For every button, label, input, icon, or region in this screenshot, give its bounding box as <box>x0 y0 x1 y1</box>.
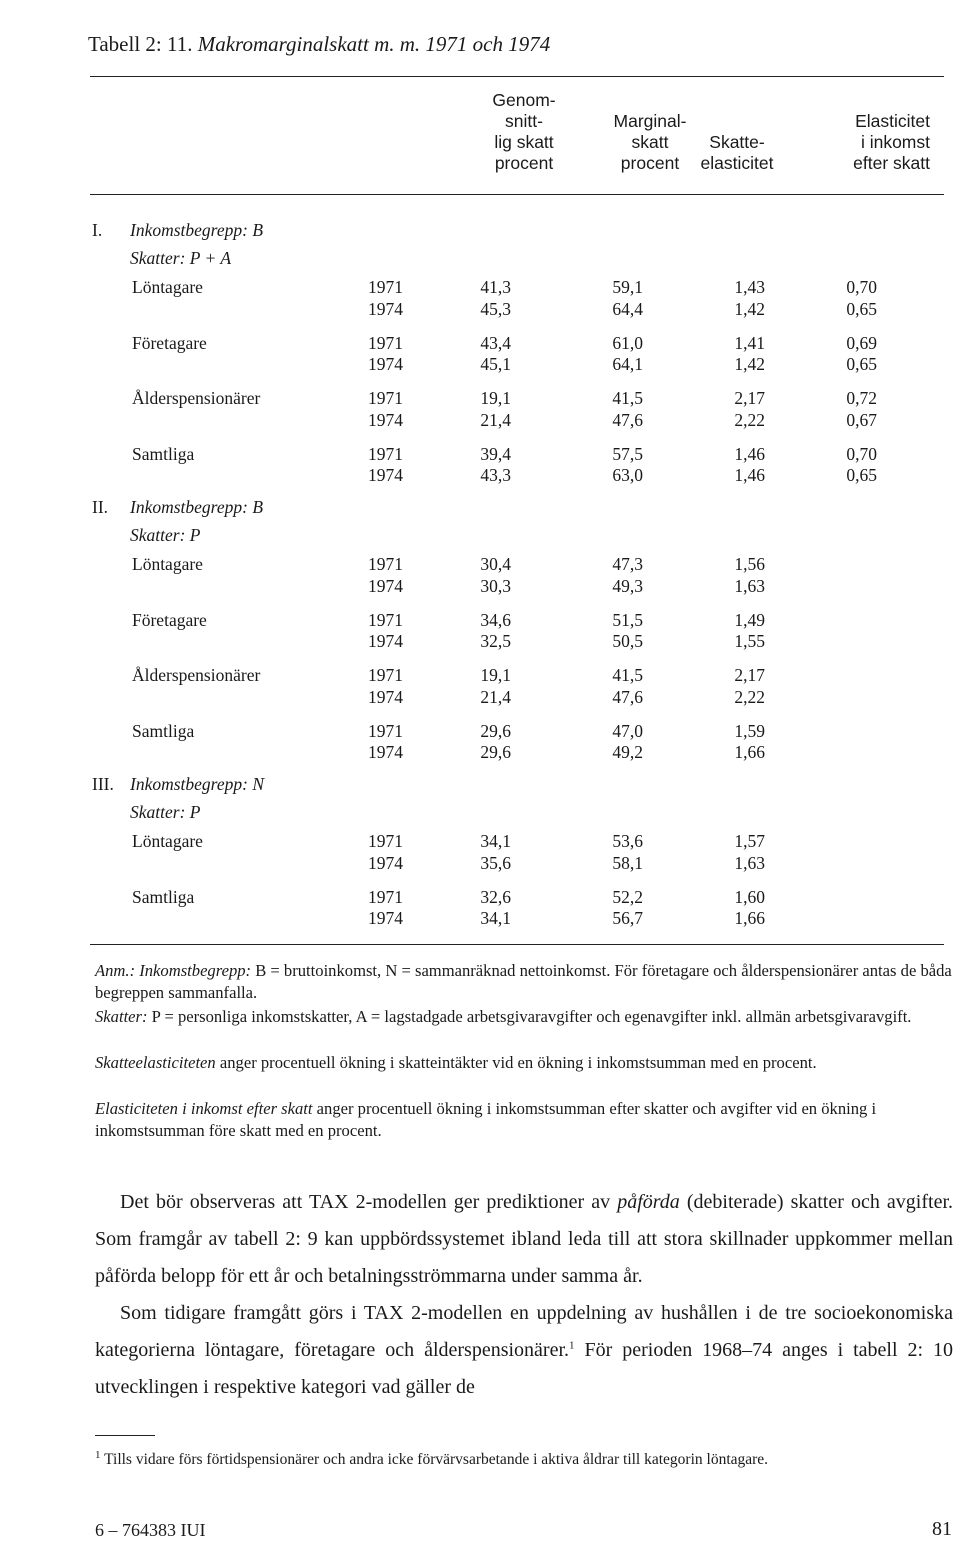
cell-year: 1974 <box>368 298 403 319</box>
cell-marg-tax: 56,7 <box>612 908 643 928</box>
cell-income-elasticity: 0,70 <box>846 443 877 464</box>
cell-avg-tax: 34,1 <box>480 908 511 928</box>
cell-avg-tax: 29,6 <box>480 720 511 741</box>
cell-avg-tax: 34,6 <box>480 609 511 630</box>
body-paragraph-2: Som tidigare framgått görs i TAX 2-modellen en uppdelning av hushållen i de tre socioekonomiska kategorierna löntagare, företagare och ålderspensionärer.$^1$ För perioden 1968–74 anges i tabell 2: 10 utvecklingen i respektive kategori vad gäller de <box>95 1302 953 1398</box>
cell-year: 1971 <box>368 332 403 353</box>
section-taxes: Skatter: P <box>130 525 201 545</box>
cell-year: 1971 <box>368 277 403 297</box>
cell-avg-tax: 30,4 <box>480 554 511 574</box>
note-1 <box>95 960 955 1004</box>
cell-income-elasticity: 0,72 <box>846 388 877 408</box>
cell-marg-tax: 63,0 <box>612 465 643 485</box>
cell-avg-tax: 32,6 <box>480 886 511 907</box>
table-top-rule <box>90 76 944 77</box>
cell-year: 1971 <box>368 831 403 851</box>
section-income-concept: Inkomstbegrepp: B <box>130 220 264 240</box>
cell-marg-tax: 52,2 <box>612 886 643 907</box>
cell-income-elasticity: 0,65 <box>846 354 877 374</box>
group-label: Samtliga <box>132 886 195 907</box>
note-text: P = personliga inkomstskatter, A = lagstadgade arbetsgivaravgifter och egenavgifter inkl. allmän arbetsgivaravgift. <box>147 1007 912 1026</box>
cell-year: 1974 <box>368 465 403 485</box>
cell-tax-elasticity: 1,63 <box>734 852 765 873</box>
cell-avg-tax: 34,1 <box>480 831 511 851</box>
group-label: Löntagare <box>132 277 203 297</box>
cell-marg-tax: 58,1 <box>612 852 643 873</box>
table-bottom-rule <box>90 944 944 945</box>
cell-tax-elasticity: 1,42 <box>734 298 765 319</box>
cell-avg-tax: 19,1 <box>480 665 511 685</box>
cell-marg-tax: 41,5 <box>612 665 643 685</box>
cell-avg-tax: 29,6 <box>480 742 511 762</box>
cell-tax-elasticity: 1,56 <box>734 554 765 574</box>
cell-tax-elasticity: 1,41 <box>734 332 765 353</box>
note-3 <box>95 1052 955 1074</box>
cell-tax-elasticity: 1,63 <box>734 575 765 596</box>
header-inc-elast: Elasticitet i inkomst efter skatt <box>853 111 930 173</box>
section-number: III. <box>92 774 114 794</box>
header-tax-elast: Skatte- elasticitet <box>700 132 774 173</box>
cell-income-elasticity: 0,70 <box>846 277 877 297</box>
cell-marg-tax: 51,5 <box>612 609 643 630</box>
group-label: Ålderspensionärer <box>132 388 261 408</box>
cell-marg-tax: 49,3 <box>612 575 643 596</box>
section-taxes: Skatter: P + A <box>130 248 232 268</box>
cell-avg-tax: 43,4 <box>480 332 511 353</box>
cell-year: 1974 <box>368 354 403 374</box>
note-text: B = bruttoinkomst, N = sammanräknad nettoinkomst. För företagare och ålderspensionärer antas de båda begreppen sammanfalla. <box>95 961 952 1002</box>
cell-avg-tax: 19,1 <box>480 388 511 408</box>
cell-year: 1971 <box>368 720 403 741</box>
cell-tax-elasticity: 1,43 <box>734 277 765 297</box>
cell-avg-tax: 30,3 <box>480 575 511 596</box>
cell-avg-tax: 45,3 <box>480 298 511 319</box>
cell-tax-elasticity: 1,42 <box>734 354 765 374</box>
group-label: Samtliga <box>132 720 195 741</box>
cell-marg-tax: 57,5 <box>612 443 643 464</box>
cell-tax-elasticity: 1,57 <box>734 831 765 851</box>
cell-avg-tax: 43,3 <box>480 465 511 485</box>
cell-marg-tax: 61,0 <box>612 332 643 353</box>
cell-marg-tax: 47,6 <box>612 409 643 430</box>
cell-year: 1971 <box>368 609 403 630</box>
header-marg-tax: Marginal- skatt procent <box>613 111 687 173</box>
cell-tax-elasticity: 2,22 <box>734 409 765 430</box>
section-income-concept: Inkomstbegrepp: B <box>130 497 264 517</box>
section-taxes: Skatter: P <box>130 802 201 822</box>
group-label: Samtliga <box>132 443 195 464</box>
cell-income-elasticity: 0,65 <box>846 298 877 319</box>
group-label: Löntagare <box>132 554 203 574</box>
cell-marg-tax: 64,4 <box>612 298 643 319</box>
cell-marg-tax: 64,1 <box>612 354 643 374</box>
note-lead: Skatter: <box>95 1007 148 1026</box>
footer-print-code: 6 – 764383 IUI <box>95 1520 206 1540</box>
cell-marg-tax: 47,6 <box>612 686 643 707</box>
footnote-rule <box>95 1435 155 1436</box>
cell-tax-elasticity: 1,66 <box>734 908 765 928</box>
section-number: II. <box>92 497 109 517</box>
section-number: I. <box>92 220 103 240</box>
cell-marg-tax: 41,5 <box>612 388 643 408</box>
cell-avg-tax: 35,6 <box>480 852 511 873</box>
note-text: anger procentuell ökning i skatteintäkter vid en ökning i inkomstsumman med en procent. <box>215 1053 817 1072</box>
footnote <box>95 1450 955 1470</box>
note-lead: Anm.: Inkomstbegrepp: <box>95 961 252 980</box>
cell-year: 1971 <box>368 443 403 464</box>
cell-marg-tax: 47,0 <box>612 720 643 741</box>
note-2 <box>95 1006 955 1028</box>
cell-tax-elasticity: 2,17 <box>734 388 765 408</box>
cell-tax-elasticity: 1,46 <box>734 443 765 464</box>
footnote-mark: 1 <box>95 1448 101 1461</box>
body-paragraph-1: Det bör observeras att TAX 2-modellen ger prediktioner av påförda (debiterade) skatter och avgifter. Som framgår av tabell 2: 9 kan uppbördssystemet ibland leda till att stora skillnader uppkommer mellan påförda belopp för ett år och betalningsströmmarna under samma år. <box>95 1191 954 1287</box>
cell-income-elasticity: 0,69 <box>846 332 877 353</box>
cell-tax-elasticity: 2,22 <box>734 686 765 707</box>
cell-tax-elasticity: 1,55 <box>734 631 765 651</box>
cell-tax-elasticity: 1,59 <box>734 720 765 741</box>
cell-tax-elasticity: 1,60 <box>734 886 765 907</box>
cell-year: 1971 <box>368 886 403 907</box>
section-income-concept: Inkomstbegrepp: N <box>130 774 264 794</box>
cell-marg-tax: 59,1 <box>612 277 643 297</box>
cell-year: 1974 <box>368 852 403 873</box>
header-bottom-rule <box>90 194 944 195</box>
cell-income-elasticity: 0,67 <box>846 409 877 430</box>
cell-year: 1974 <box>368 742 403 762</box>
table-caption <box>88 32 550 57</box>
cell-year: 1974 <box>368 575 403 596</box>
note-lead: Skatteelasticiteten <box>95 1053 216 1072</box>
cell-marg-tax: 50,5 <box>612 631 643 651</box>
note-lead: Elasticiteten i inkomst efter skatt <box>95 1099 313 1118</box>
group-label: Ålderspensionärer <box>132 665 261 685</box>
note-4 <box>95 1098 955 1142</box>
caption-title: Makromarginalskatt m. m. 1971 och 1974 <box>197 32 551 56</box>
cell-tax-elasticity: 2,17 <box>734 665 765 685</box>
footnote-ref: 1 <box>569 1339 575 1352</box>
cell-avg-tax: 32,5 <box>480 631 511 651</box>
cell-avg-tax: 45,1 <box>480 354 511 374</box>
footnote-text: Tills vidare förs förtidspensionärer och andra icke förvärvsarbetande i aktiva åldrar till kategorin löntagare. <box>100 1451 769 1468</box>
cell-marg-tax: 49,2 <box>612 742 643 762</box>
group-label: Löntagare <box>132 831 203 851</box>
header-avg-tax: Genom- snitt- lig skatt procent <box>492 90 556 173</box>
cell-avg-tax: 39,4 <box>480 443 511 464</box>
cell-tax-elasticity: 1,46 <box>734 465 765 485</box>
group-label: Företagare <box>132 609 207 630</box>
group-label: Företagare <box>132 332 207 353</box>
cell-avg-tax: 41,3 <box>480 277 511 297</box>
cell-year: 1974 <box>368 686 403 707</box>
cell-year: 1974 <box>368 409 403 430</box>
cell-avg-tax: 21,4 <box>480 686 511 707</box>
cell-marg-tax: 53,6 <box>612 831 643 851</box>
cell-year: 1974 <box>368 631 403 651</box>
cell-year: 1971 <box>368 665 403 685</box>
cell-tax-elasticity: 1,66 <box>734 742 765 762</box>
page-number: 81 <box>932 1518 952 1540</box>
cell-avg-tax: 21,4 <box>480 409 511 430</box>
cell-year: 1971 <box>368 554 403 574</box>
cell-year: 1971 <box>368 388 403 408</box>
caption-prefix: Tabell 2: 11. <box>88 32 193 56</box>
cell-year: 1974 <box>368 908 403 928</box>
cell-marg-tax: 47,3 <box>612 554 643 574</box>
body-text <box>95 1184 953 1406</box>
cell-income-elasticity: 0,65 <box>846 465 877 485</box>
cell-tax-elasticity: 1,49 <box>734 609 765 630</box>
note-text: anger procentuell ökning i inkomstsumman efter skatter och avgifter vid en ökning i inkomstsumman före skatt med en procent. <box>95 1099 877 1140</box>
